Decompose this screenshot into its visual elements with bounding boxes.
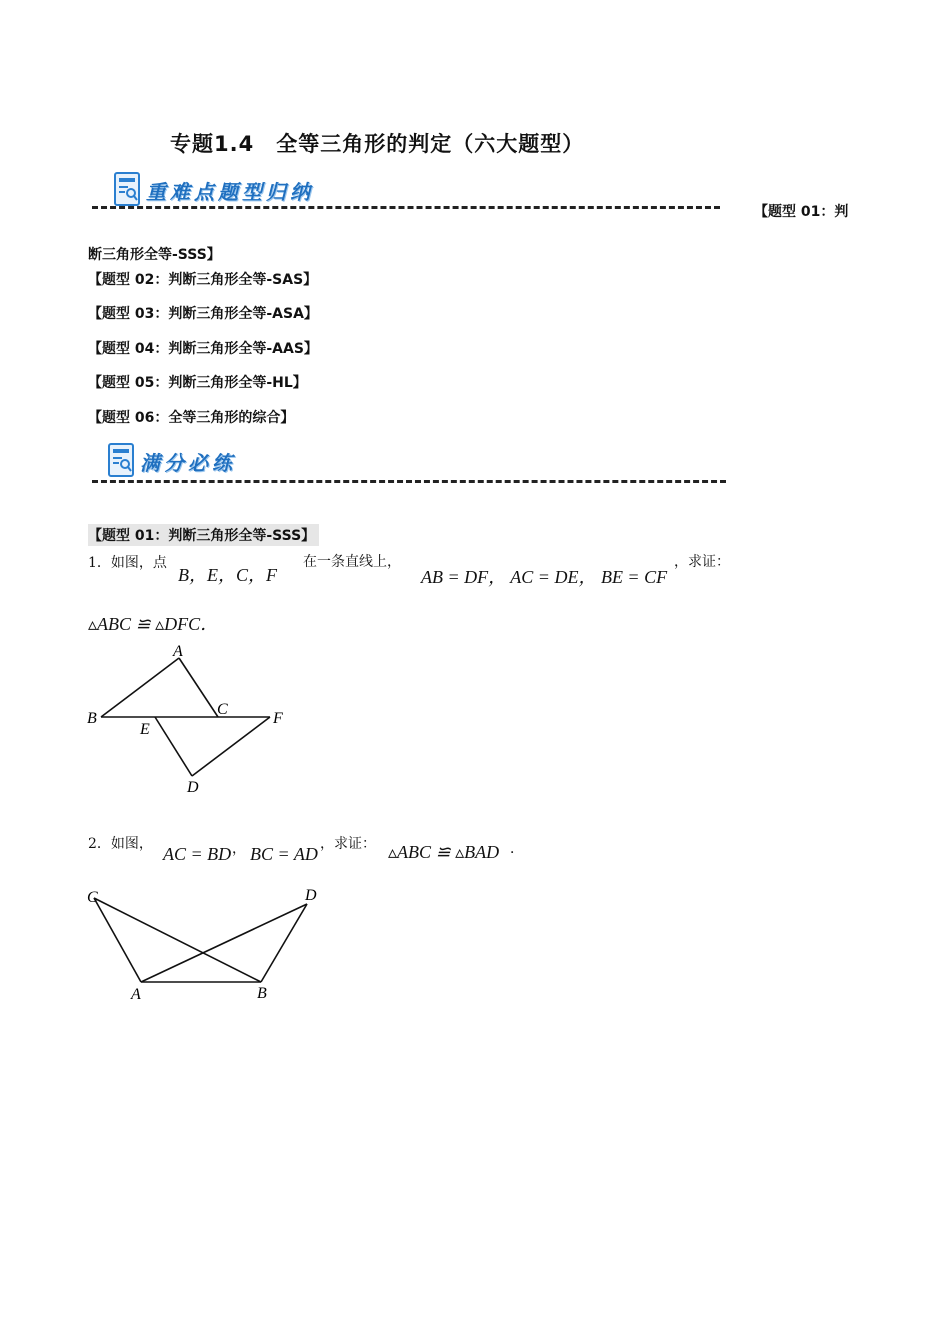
segment-ac [179, 658, 218, 717]
q1-prove: ，求证： [674, 554, 730, 570]
q1-conclusion: ▵ABC ≌ ▵DFC． [88, 614, 219, 634]
segment-df [192, 717, 270, 776]
section-heading: 【题型 01：判断三角形全等-SSS】 [88, 524, 319, 546]
label-e: E [140, 721, 150, 738]
q2-prove: ，求证： [320, 836, 376, 852]
segment-ab [101, 658, 179, 717]
label-b: B [257, 985, 267, 1002]
q1-figure [80, 640, 300, 800]
type-list-item: 【题型 04：判断三角形全等-AAS】 [88, 341, 318, 357]
q1-on-line: 在一条直线上， [303, 554, 401, 570]
type-01-label-part1: 【题型 01：判 [754, 204, 849, 220]
q2-end: ． [510, 841, 524, 857]
type-list-item: 【题型 03：判断三角形全等-ASA】 [88, 306, 318, 322]
section-banner-practice [108, 443, 308, 483]
segment-ad [141, 904, 307, 982]
document-search-icon [108, 443, 134, 477]
banner-title: 重难点题型归纳 [146, 180, 314, 204]
q2-figure [80, 878, 340, 1008]
page-title: 专题1.4 全等三角形的判定（六大题型） [170, 132, 585, 156]
label-f: F [273, 710, 283, 727]
label-d: D [187, 779, 199, 796]
q2-comma: ， [232, 841, 246, 857]
dashed-divider [92, 206, 720, 209]
label-a: A [173, 643, 183, 660]
segment-ed [155, 717, 192, 776]
label-c: C [217, 701, 228, 718]
type-01-label-part2: 断三角形全等-SSS】 [88, 247, 221, 263]
label-d: D [305, 887, 317, 904]
q2-number: 2．如图， [88, 836, 153, 852]
label-b: B [87, 710, 97, 727]
type-list-item: 【题型 06：全等三角形的综合】 [88, 410, 295, 426]
q2-conclusion: ▵ABC ≌ ▵BAD [388, 842, 500, 862]
q1-conditions: AB = DF， AC = DE， BE = CF [421, 567, 668, 587]
type-list-item: 【题型 05：判断三角形全等-HL】 [88, 375, 307, 391]
dashed-divider [92, 480, 726, 483]
q1-number: 1．如图，点 [88, 555, 167, 571]
segment-cb [94, 898, 261, 982]
q2-cond2: BC = AD [250, 844, 318, 864]
q2-cond1: AC = BD [163, 844, 232, 864]
type-list-item: 【题型 02：判断三角形全等-SAS】 [88, 272, 318, 288]
q1-points: B，E，C，F [178, 565, 277, 585]
segment-bd [261, 904, 307, 982]
document-search-icon [114, 172, 140, 206]
banner-title: 满分必练 [140, 451, 236, 475]
label-a: A [131, 986, 141, 1003]
label-c: C [87, 889, 98, 906]
